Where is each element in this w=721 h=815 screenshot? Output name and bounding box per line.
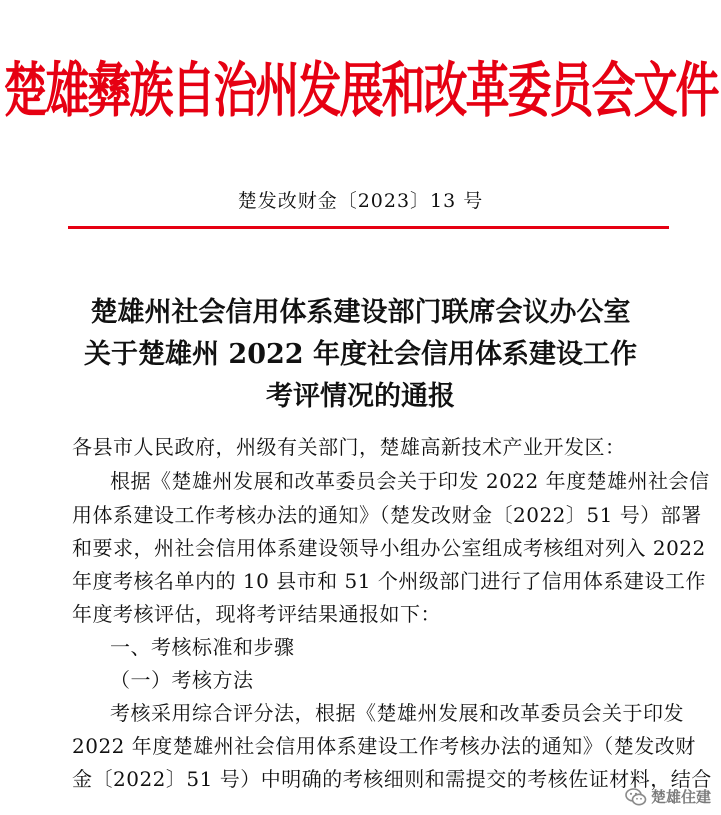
body-line: 年度考核评估，现将考评结果通报如下： [72,602,441,626]
document-title-line-1: 楚雄州社会信用体系建设部门联席会议办公室 [90,297,631,328]
body-line: 根据《楚雄州发展和改革委员会关于印发 2022 年度楚雄州社会信 [110,469,710,493]
wechat-icon [625,787,647,807]
issuer-header-title: 楚雄彝族自治州发展和改革委员会文件 [3,56,718,126]
body-line: 年度考核名单内的 10 县市和 51 个州级部门进行了信用体系建设工作 [72,569,706,593]
body-line: 考核采用综合评分法，根据《楚雄州发展和改革委员会关于印发 [110,701,684,725]
body-line: 2022 年度楚雄州社会信用体系建设工作考核办法的通知》（楚发改财 [72,734,696,758]
document-title-line-3: 考评情况的通报 [266,381,455,412]
wechat-watermark [625,786,711,807]
red-divider [68,226,669,229]
document-number: 楚发改财金〔2023〕13 号 [237,190,484,212]
body-line: 金〔2022〕51 号）中明确的考核细则和需提交的考核佐证材料，结合 [72,767,712,791]
watermark-text: 楚雄住建 [650,788,711,806]
subsection-heading: （一）考核方法 [110,668,254,692]
body-line: 和要求，州社会信用体系建设领导小组办公室组成考核组对列入 2022 [72,536,706,560]
section-heading: 一、考核标准和步骤 [110,635,295,659]
document-title-line-2: 关于楚雄州 2022 年度社会信用体系建设工作 [84,339,637,370]
body-line: 用体系建设工作考核办法的通知》（楚发改财金〔2022〕51 号）部署 [72,503,702,527]
addressee-line: 各县市人民政府，州级有关部门，楚雄高新技术产业开发区： [72,435,626,459]
